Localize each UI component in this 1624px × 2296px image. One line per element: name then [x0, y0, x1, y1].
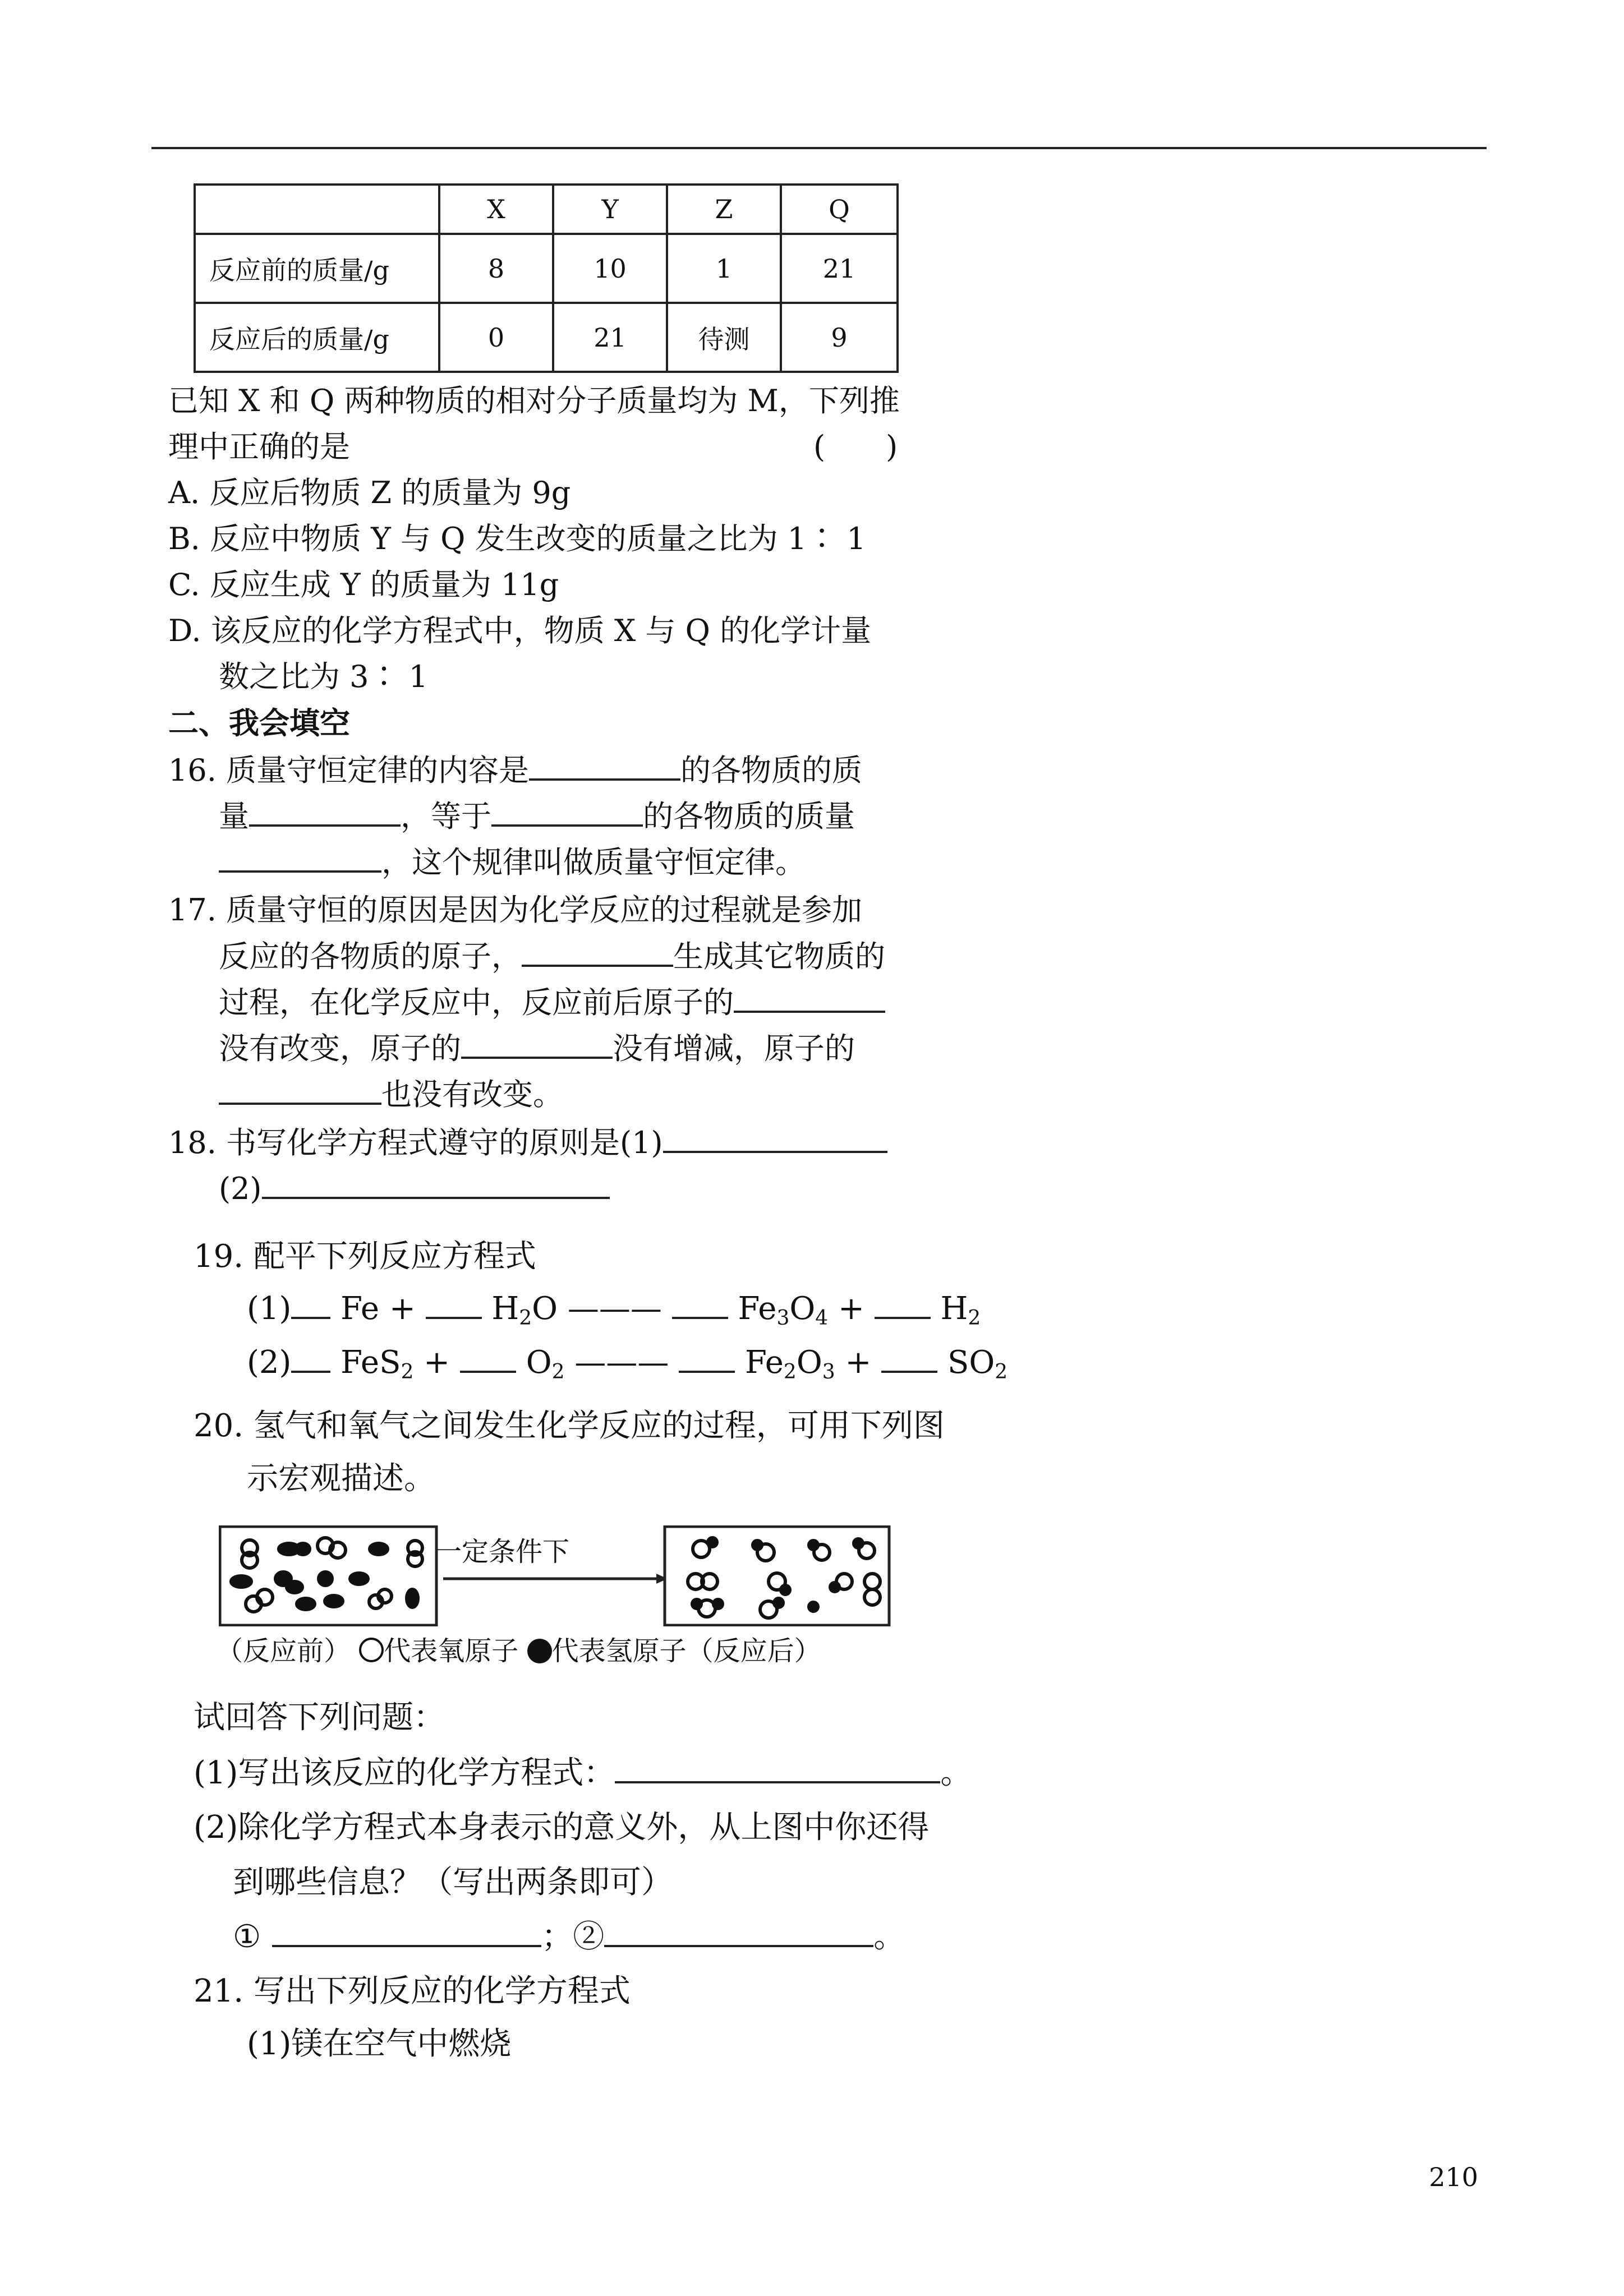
caption-hydrogen: 代表氢原子 — [551, 1635, 687, 1667]
answer-blank[interactable] — [881, 1344, 937, 1373]
eq-subscript: 2 — [519, 1307, 532, 1330]
eq-label: (1) — [247, 1290, 292, 1327]
q16-text: 16. 质量守恒定律的内容是 — [168, 753, 530, 788]
eq-subscript: 3 — [822, 1361, 835, 1384]
header-rule — [151, 147, 1487, 149]
q18-line2 — [219, 1170, 610, 1207]
q20-line2: 示宏观描述。 — [247, 1460, 435, 1497]
q16-text: ，等于 — [401, 799, 491, 834]
table-row — [195, 303, 898, 372]
page-number: 210 — [1429, 2162, 1478, 2192]
eq-term: + — [424, 1344, 450, 1381]
q16-text: 量 — [219, 799, 249, 834]
answer-blank[interactable] — [426, 1290, 482, 1319]
table-cell: 21 — [781, 234, 898, 303]
q20-text: ① — [233, 1919, 261, 1955]
arrow-label: 一定条件下 — [435, 1536, 570, 1567]
q17-text: 生成其它物质的 — [673, 939, 885, 974]
answer-blank[interactable] — [604, 1918, 873, 1947]
q21-line1: (1)镁在空气中燃烧 — [247, 2026, 512, 2062]
eq-term: O — [526, 1344, 552, 1381]
q20-part2-line2: 到哪些信息？（写出两条即可） — [233, 1864, 673, 1901]
q20-ask: 试回答下列问题： — [194, 1699, 445, 1736]
answer-blank[interactable] — [529, 751, 680, 781]
answer-blank[interactable] — [522, 938, 673, 967]
q20-text: ；② — [541, 1919, 605, 1955]
q19-equation-2 — [247, 1344, 1008, 1384]
answer-blank[interactable] — [491, 797, 643, 827]
caption-oxygen: 代表氧原子 — [384, 1635, 519, 1667]
answer-blank[interactable] — [875, 1290, 931, 1319]
eq-subscript: 2 — [783, 1361, 797, 1384]
answer-blank[interactable] — [291, 1290, 330, 1319]
q17-line4 — [219, 1030, 855, 1067]
q17-line3 — [219, 984, 885, 1021]
answer-blank[interactable] — [615, 1754, 940, 1783]
eq-subscript: 2 — [995, 1361, 1008, 1384]
q16-text: 的各物质的质量 — [643, 799, 855, 834]
table-header-cell: Q — [781, 185, 898, 234]
q16-line1 — [168, 751, 862, 789]
eq-term: Fe + — [341, 1290, 416, 1327]
q15-option-a: A. 反应后物质 Z 的质量为 9g — [168, 475, 571, 510]
answer-blank[interactable] — [672, 1290, 728, 1319]
table-row-label: 反应后的质量/g — [195, 303, 439, 372]
table-cell: 8 — [439, 234, 553, 303]
table-row — [195, 234, 898, 303]
hollow-circle-icon — [359, 1638, 384, 1662]
q15-stem-line2: 理中正确的是 — [168, 429, 350, 464]
q15-option-d-line2: 数之比为 3∶ 1 — [219, 659, 429, 694]
q19-equation-1 — [247, 1290, 981, 1330]
q18-text: 18. 书写化学方程式遵守的原则是(1) — [168, 1125, 663, 1160]
answer-paren: ( ) — [813, 429, 898, 464]
q17-text: 没有改变，原子的 — [219, 1031, 461, 1066]
q17-line5 — [219, 1076, 563, 1113]
table-cell: 21 — [553, 303, 667, 372]
eq-subscript: 2 — [968, 1307, 981, 1330]
answer-blank[interactable] — [262, 1170, 610, 1199]
eq-term: H — [940, 1290, 968, 1327]
table-header-row — [195, 185, 898, 234]
eq-term: + — [845, 1344, 872, 1381]
table-row-label: 反应前的质量/g — [195, 234, 439, 303]
table-cell: 待测 — [667, 303, 781, 372]
q20-text: 。 — [940, 1755, 972, 1791]
answer-blank[interactable] — [291, 1344, 330, 1373]
q17-text: 也没有改变。 — [381, 1077, 563, 1112]
table-header-cell — [195, 185, 439, 234]
eq-term: Fe — [738, 1290, 777, 1327]
q20-part2-answers — [233, 1918, 905, 1956]
table-cell: 9 — [781, 303, 898, 372]
caption-after: （反应后） — [686, 1635, 821, 1667]
q17-text: 过程，在化学反应中，反应前后原子的 — [219, 985, 734, 1020]
q21-title: 21. 写出下列反应的化学方程式 — [194, 1973, 631, 2009]
eq-term: + — [838, 1290, 864, 1327]
eq-subscript: 2 — [401, 1361, 414, 1384]
q18-line1 — [168, 1124, 887, 1161]
q20-part2-line1: (2)除化学方程式本身表示的意义外，从上图中你还得 — [194, 1809, 930, 1846]
eq-term: ——— — [574, 1344, 669, 1381]
eq-term: O — [796, 1344, 822, 1381]
mass-table — [194, 183, 899, 373]
caption-before: （反应前） — [216, 1635, 351, 1667]
solid-circle-icon — [527, 1639, 552, 1663]
table-header-cell: Z — [667, 185, 781, 234]
q19-title: 19. 配平下列反应方程式 — [194, 1238, 536, 1275]
q17-text: 反应的各物质的原子， — [219, 939, 522, 974]
eq-term: FeS — [341, 1344, 401, 1381]
eq-subscript: 2 — [551, 1361, 565, 1384]
q16-line3 — [219, 843, 806, 881]
answer-blank[interactable] — [219, 843, 381, 873]
q20-line1: 20. 氢气和氧气之间发生化学反应的过程，可用下列图 — [194, 1408, 945, 1444]
q16-text: ，这个规律叫做质量守恒定律。 — [381, 845, 806, 880]
eq-term: O — [789, 1290, 816, 1327]
eq-subscript: 4 — [815, 1307, 829, 1330]
eq-term: Fe — [744, 1344, 784, 1381]
diagram-caption — [216, 1629, 821, 1668]
q18-text: (2) — [219, 1171, 262, 1206]
q16-line2 — [219, 797, 855, 835]
table-cell: 0 — [439, 303, 553, 372]
q15-option-d-line1: D. 该反应的化学方程式中，物质 X 与 Q 的化学计量 — [168, 613, 872, 648]
answer-blank[interactable] — [734, 984, 885, 1013]
answer-blank[interactable] — [249, 797, 401, 827]
eq-term: O ——— — [532, 1290, 662, 1327]
eq-label: (2) — [247, 1344, 292, 1381]
table-header-cell: Y — [553, 185, 667, 234]
q15-option-b: B. 反应中物质 Y 与 Q 发生改变的质量之比为 1∶ 1 — [168, 521, 866, 556]
answer-blank[interactable] — [460, 1344, 516, 1373]
table-cell: 1 — [667, 234, 781, 303]
q20-part1 — [194, 1754, 972, 1792]
answer-blank[interactable] — [272, 1918, 541, 1947]
answer-blank[interactable] — [219, 1076, 381, 1105]
q20-text: (1)写出该反应的化学方程式： — [194, 1755, 615, 1791]
eq-subscript: 3 — [776, 1307, 790, 1330]
q20-text: 。 — [873, 1919, 905, 1955]
q15-option-c: C. 反应生成 Y 的质量为 11g — [168, 567, 559, 602]
table-cell: 10 — [553, 234, 667, 303]
answer-blank[interactable] — [663, 1124, 887, 1153]
q17-line2 — [219, 938, 885, 975]
section-title: 二、我会填空 — [168, 705, 350, 741]
eq-term: H — [491, 1290, 519, 1327]
q17-text: 没有增减，原子的 — [613, 1031, 855, 1066]
q17-line1: 17. 质量守恒的原因是因为化学反应的过程就是参加 — [168, 892, 863, 928]
eq-term: SO — [947, 1344, 995, 1381]
table-header-cell: X — [439, 185, 553, 234]
q15-stem-line1: 已知 X 和 Q 两种物质的相对分子质量均为 M，下列推 — [168, 383, 900, 418]
answer-blank[interactable] — [679, 1344, 735, 1373]
answer-blank[interactable] — [461, 1030, 613, 1059]
q16-text: 的各物质的质 — [680, 753, 863, 788]
